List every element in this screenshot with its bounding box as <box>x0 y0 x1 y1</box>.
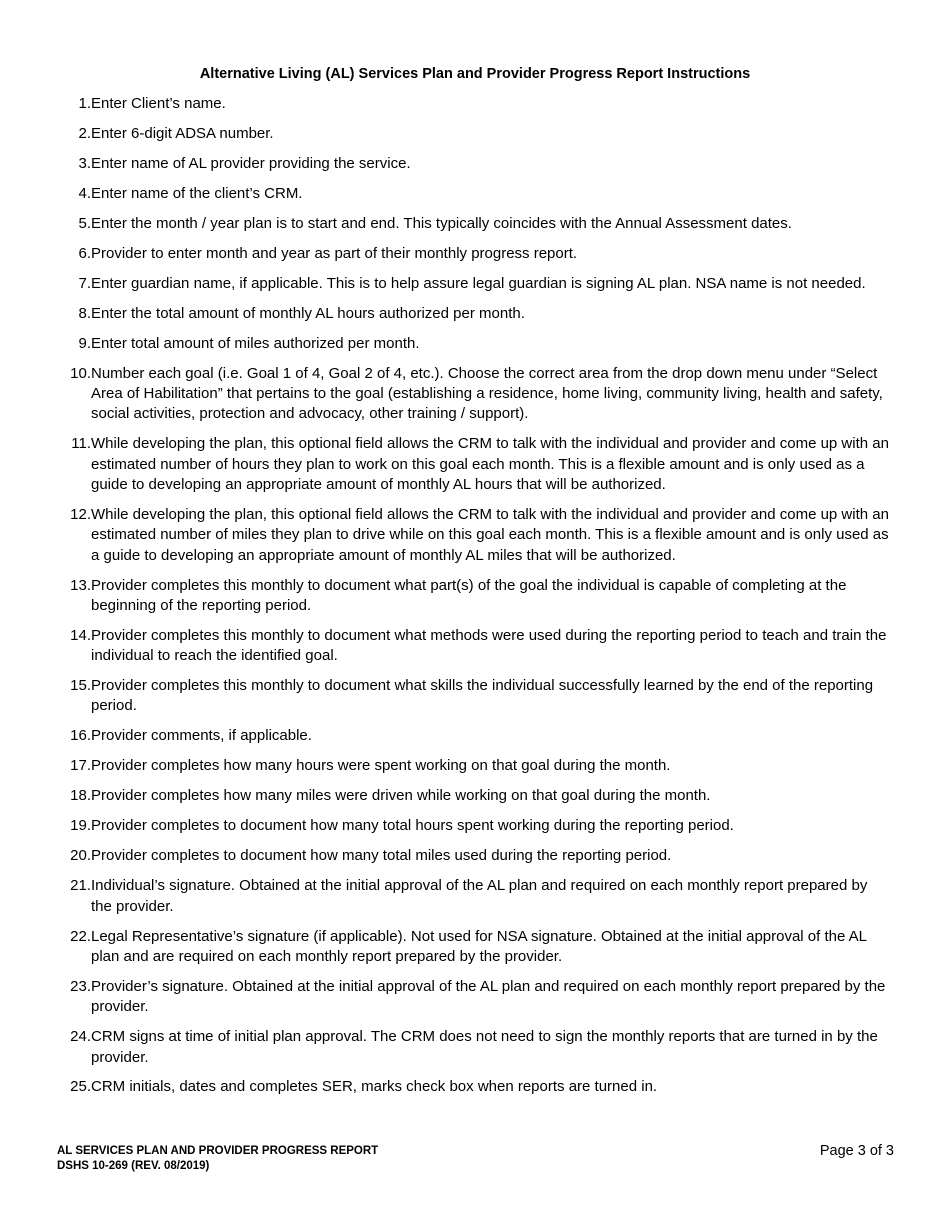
instruction-number-label: 4. <box>78 184 91 202</box>
instruction-number <box>58 576 91 617</box>
instruction-number <box>58 304 91 324</box>
instruction-number-label: 3. <box>78 154 91 172</box>
instruction-item <box>58 94 890 114</box>
instruction-text: While developing the plan, this optional field allows the CRM to talk with the individual and provider and come up with an estimated number of hours they plan to work on this goal each month. This is a flexible amount and is only used as a guide to developing an appropriate amount of monthly AL hours that will be authorized. <box>91 435 889 494</box>
instruction-number <box>58 726 91 746</box>
instruction-item <box>58 214 890 234</box>
instruction-text: Enter guardian name, if applicable. This is to help assure legal guardian is signing AL plan. NSA name is not needed. <box>91 274 866 292</box>
instruction-text: CRM signs at time of initial plan approval. The CRM does not need to sign the monthly reports that are turned in by the provider. <box>91 1028 878 1066</box>
instruction-item <box>58 726 890 746</box>
instruction-item <box>58 505 890 566</box>
instruction-item <box>58 124 890 144</box>
instruction-item <box>58 977 890 1018</box>
instruction-number <box>58 626 91 667</box>
instruction-number <box>58 846 91 866</box>
instruction-item <box>58 364 890 425</box>
instruction-text: Enter name of the client’s CRM. <box>91 184 303 202</box>
instruction-item <box>58 244 890 264</box>
instruction-item <box>58 184 890 204</box>
instruction-text: Number each goal (i.e. Goal 1 of 4, Goal 2 of 4, etc.). Choose the correct area from the drop down menu under “Select Area of Habilitation” that pertains to the goal (establishing a residence, home living, community living, health and safety, social activities, protection and advocacy, other training / support). <box>91 364 883 423</box>
page-number: Page 3 of 3 <box>819 1143 894 1159</box>
instruction-number-label: 22. <box>70 927 91 945</box>
instruction-number-label: 7. <box>78 274 91 292</box>
instruction-item <box>58 576 890 617</box>
instruction-number <box>58 244 91 264</box>
instruction-number-label: 24. <box>70 1028 91 1046</box>
instruction-number <box>58 816 91 836</box>
instruction-number <box>58 94 91 114</box>
instruction-item <box>58 434 890 495</box>
instruction-number-label: 21. <box>70 877 91 895</box>
instruction-item <box>58 816 890 836</box>
instruction-number-label: 2. <box>78 124 91 142</box>
instruction-item <box>58 154 890 174</box>
instruction-number <box>58 124 91 144</box>
instruction-text: Enter Client’s name. <box>91 95 226 112</box>
instruction-number-label: 1. <box>78 95 91 112</box>
instruction-item <box>58 876 890 917</box>
instruction-item <box>58 786 890 806</box>
instruction-item <box>58 626 890 667</box>
instruction-number <box>58 1027 91 1068</box>
instruction-number-label: 19. <box>70 817 91 835</box>
instruction-text: CRM initials, dates and completes SER, marks check box when reports are turned in. <box>91 1078 658 1096</box>
footer-form-info <box>57 1144 378 1174</box>
instruction-item <box>58 334 890 354</box>
instruction-item <box>58 304 890 324</box>
instruction-number-label: 20. <box>70 847 91 865</box>
instruction-number <box>58 434 91 495</box>
instruction-number <box>58 274 91 294</box>
instruction-number <box>58 184 91 204</box>
instruction-item <box>58 756 890 776</box>
instruction-text: Provider to enter month and year as part of their monthly progress report. <box>91 244 578 262</box>
instruction-number-label: 10. <box>70 364 91 382</box>
instruction-text: Provider completes this monthly to document what part(s) of the goal the individual is capable of completing at the beginning of the reporting period. <box>91 576 847 614</box>
instruction-number <box>58 505 91 566</box>
instruction-item <box>58 1077 890 1097</box>
instruction-item <box>58 274 890 294</box>
instruction-item <box>58 1027 890 1068</box>
instruction-number <box>58 876 91 917</box>
instruction-text: Enter the total amount of monthly AL hours authorized per month. <box>91 304 525 322</box>
instruction-text: Provider comments, if applicable. <box>91 727 312 745</box>
instruction-number-label: 23. <box>70 977 91 995</box>
instruction-text: Enter name of AL provider providing the service. <box>91 154 411 172</box>
footer-form-title: AL SERVICES PLAN AND PROVIDER PROGRESS REPORT <box>57 1145 379 1157</box>
instruction-number-label: 5. <box>78 214 91 232</box>
instruction-text: Individual’s signature. Obtained at the initial approval of the AL plan and required on each monthly report prepared by the provider. <box>91 877 868 915</box>
instruction-item <box>58 927 890 968</box>
instruction-number-label: 18. <box>70 787 91 805</box>
instruction-item <box>58 676 890 717</box>
instruction-number <box>58 334 91 354</box>
instruction-text: Provider’s signature. Obtained at the initial approval of the AL plan and required on each monthly report prepared by the provider. <box>91 977 886 1016</box>
instruction-number <box>58 154 91 174</box>
instruction-number <box>58 977 91 1018</box>
instruction-text: Provider completes how many miles were driven while working on that goal during the month. <box>91 787 711 805</box>
instruction-text: Provider completes this monthly to document what methods were used during the reporting period to teach and train the individual to reach the identified goal. <box>91 626 887 665</box>
instruction-number <box>58 756 91 776</box>
instruction-text: Provider completes this monthly to document what skills the individual successfully learned by the end of the reporting period. <box>91 677 874 715</box>
instruction-number <box>58 786 91 806</box>
instruction-text: Legal Representative’s signature (if applicable). Not used for NSA signature. Obtained at the initial approval of the AL plan and are required on each monthly report prepared by the provider. <box>91 927 867 965</box>
instruction-number-label: 8. <box>78 304 91 322</box>
instruction-number-label: 15. <box>70 677 91 695</box>
instruction-text: Provider completes to document how many total hours spent working during the reporting period. <box>91 817 734 835</box>
instruction-number <box>58 364 91 425</box>
instruction-number-label: 13. <box>70 576 91 594</box>
instruction-number-label: 9. <box>78 334 91 352</box>
instruction-number-label: 6. <box>78 244 91 262</box>
instruction-item <box>58 846 890 866</box>
instruction-text: Enter total amount of miles authorized per month. <box>91 334 420 352</box>
instruction-number-label: 14. <box>70 626 91 644</box>
instruction-number <box>58 214 91 234</box>
instruction-number <box>58 927 91 968</box>
instruction-number <box>58 676 91 717</box>
instruction-text: Provider completes to document how many total miles used during the reporting period. <box>91 847 672 865</box>
instruction-text: Enter the month / year plan is to start and end. This typically coincides with the Annual Assessment dates. <box>91 214 792 232</box>
footer-form-number: DSHS 10-269 (REV. 08/2019) <box>57 1160 210 1172</box>
instruction-number-label: 16. <box>70 727 91 745</box>
instruction-number-label: 25. <box>70 1078 91 1096</box>
instruction-text: Enter 6-digit ADSA number. <box>91 124 274 142</box>
instruction-number <box>58 1077 91 1097</box>
instruction-text: Provider completes how many hours were spent working on that goal during the month. <box>91 757 671 775</box>
instruction-number-label: 12. <box>70 506 91 524</box>
page-title: Alternative Living (AL) Services Plan and Provider Progress Report Instructions <box>199 66 751 82</box>
instruction-number-label: 11. <box>71 435 91 453</box>
instruction-text: While developing the plan, this optional field allows the CRM to talk with the individual and provider and come up with an estimated number of miles they plan to drive while on this goal each month. This is a flexible amount and is only used as a guide to developing an appropriate amount of monthly AL miles that will be authorized. <box>91 506 889 564</box>
instruction-list <box>58 94 890 1107</box>
instruction-number-label: 17. <box>70 757 91 775</box>
